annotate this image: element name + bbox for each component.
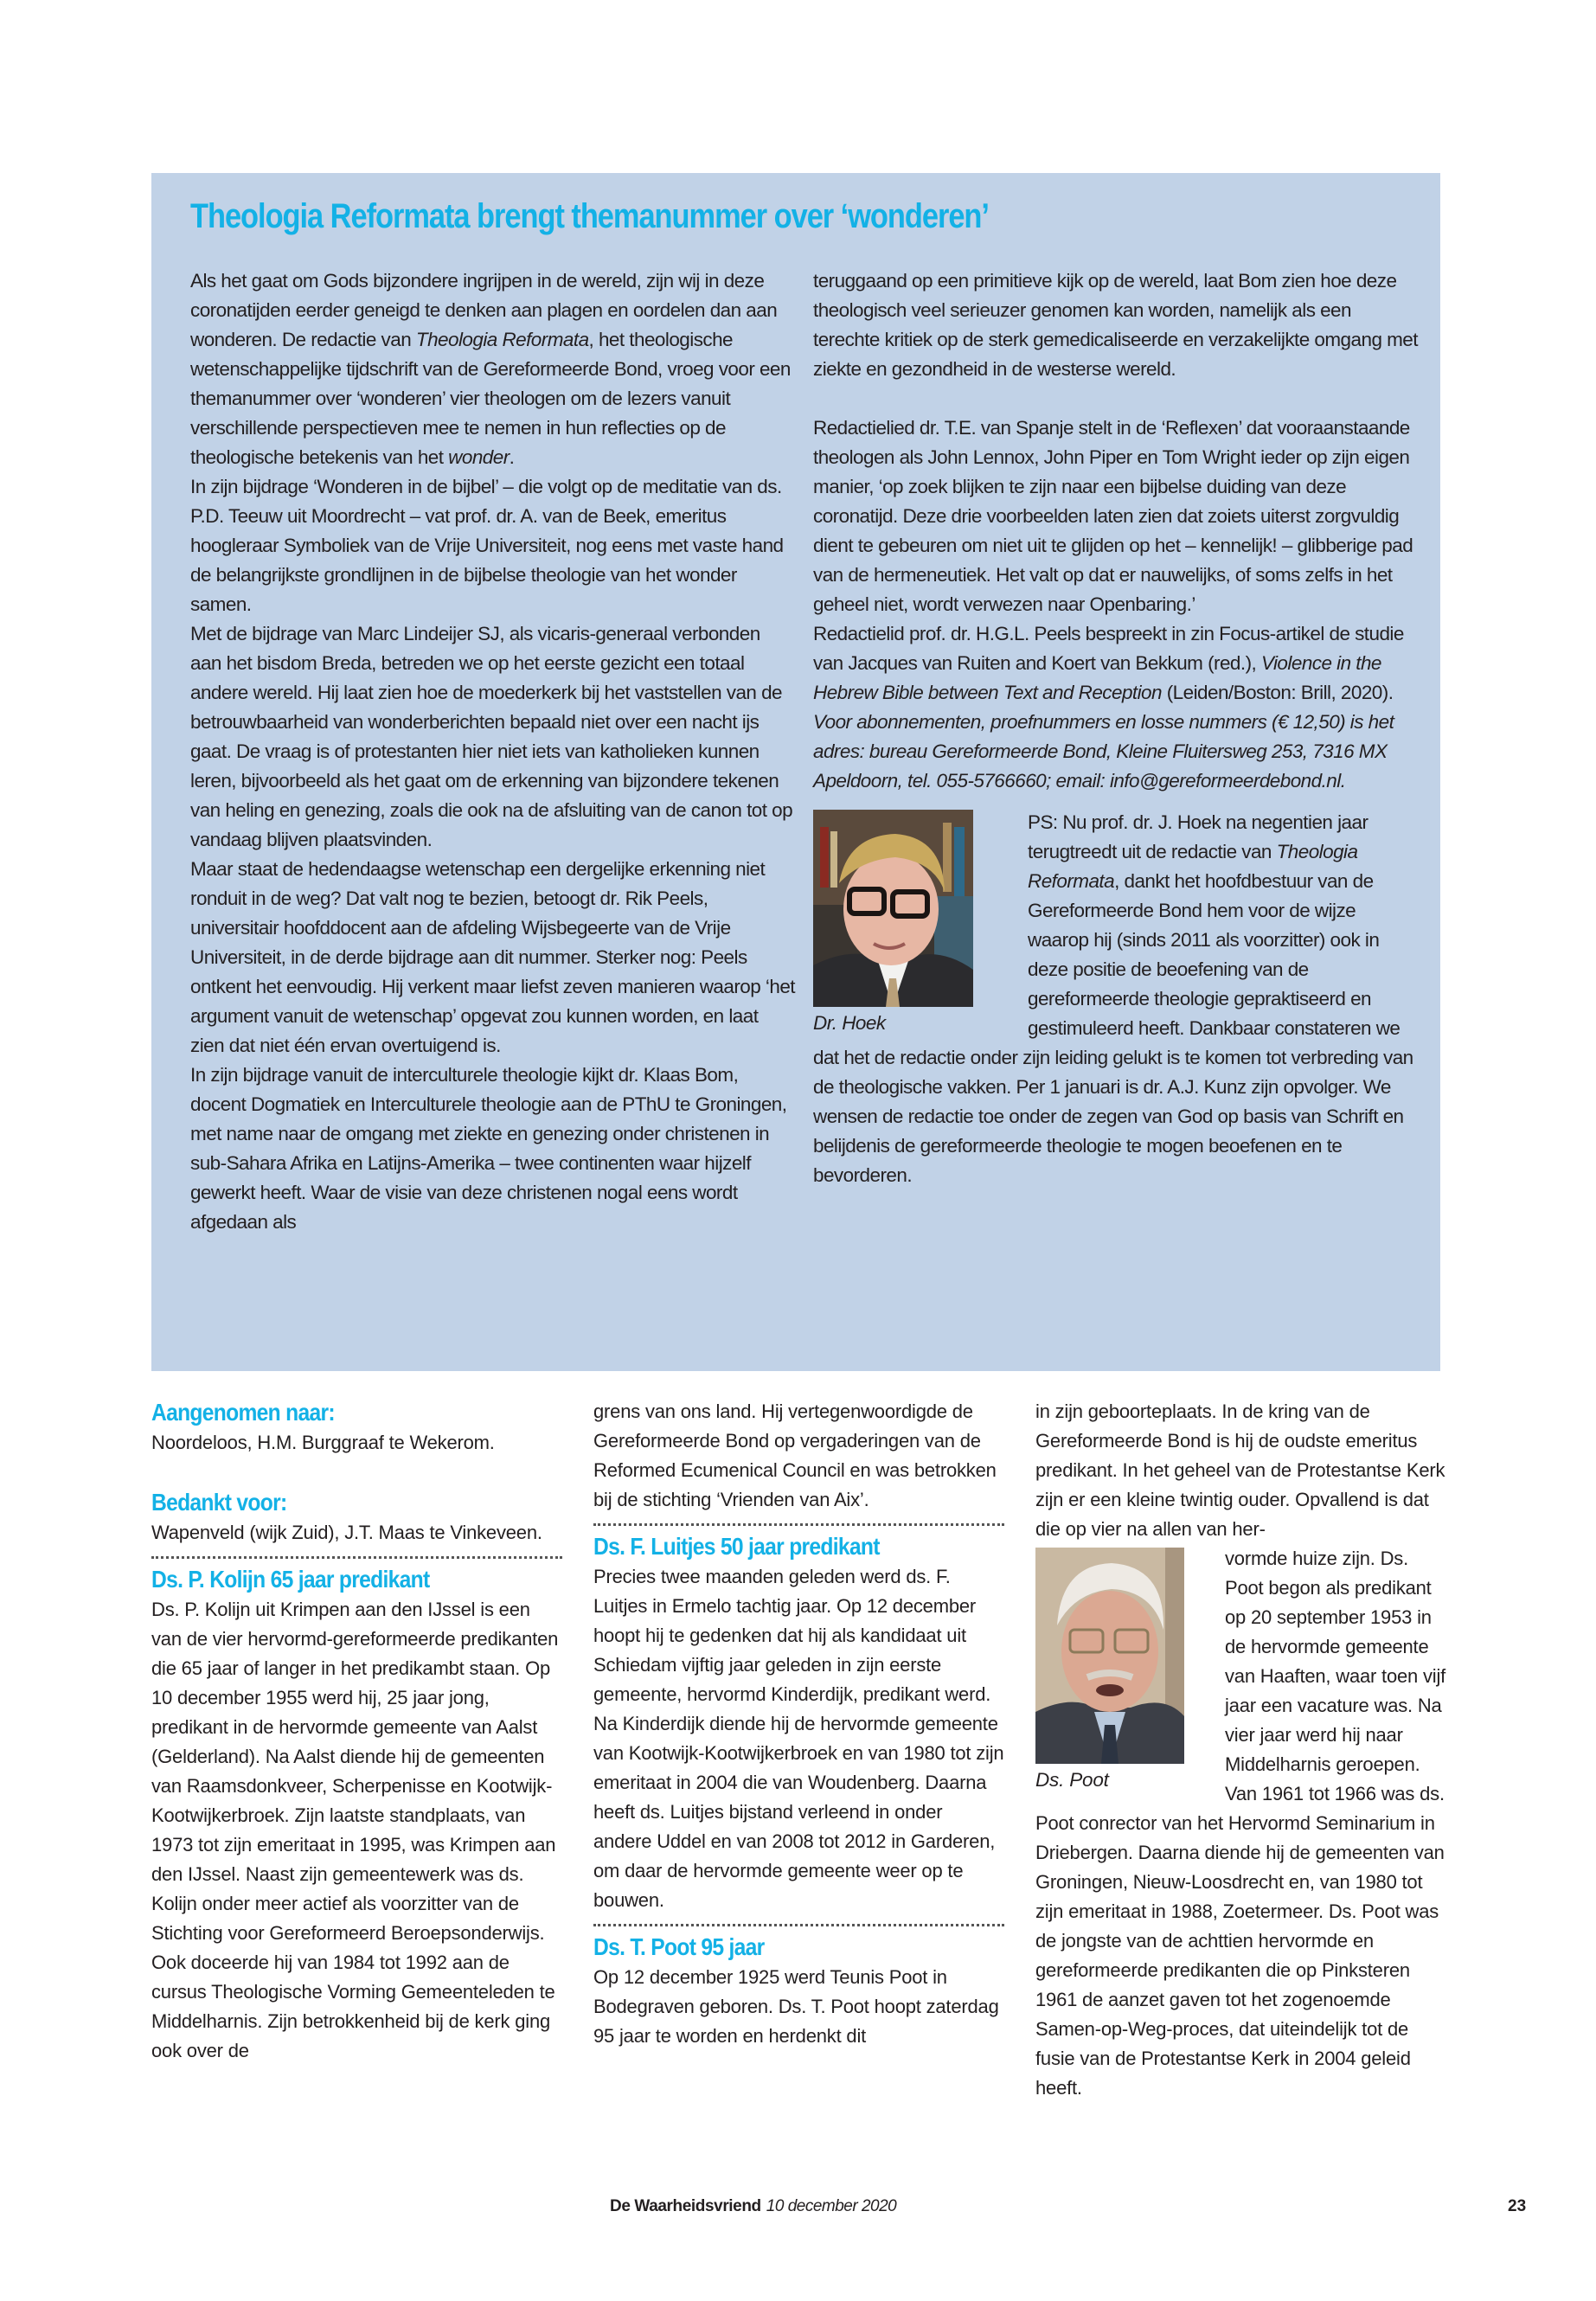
bedankt-text: Wapenveld (wijk Zuid), J.T. Maas te Vinkeveen. [151, 1522, 542, 1543]
paragraph-gap [813, 384, 1419, 413]
news-column-3 [1035, 1397, 1446, 2103]
dotted-divider [593, 1523, 1004, 1526]
poot-text-wrapped: vormde huize zijn. Ds. Poot begon als predikant op 20 september 1953 in de hervormde gemeente van Haaften, waar toen vijf jaar een vacature was. Na vier jaar werd hij naar Middelharnis geroepen. Van 1961 tot 1966 was ds. Poot conrector van het Hervormd Seminarium in Driebergen. Daarna diende hij de gemeenten van Groningen, Nieuw-Loosdrecht en, van 1980 tot zijn emeritaat in 1988, Zoetermeer. Ds. Poot was de jongste van de achttien hervormde en gereformeerde predikanten die op Pinksteren 1961 de aanzet gaven tot het zogenoemde Samen-op-Weg-proces, dat uiteindelijk tot de fusie van de Protestantse Kerk in 2004 geleid heeft. [1035, 1548, 1446, 2099]
feature-paragraph: Met de bijdrage van Marc Lindeijer SJ, als vicaris-generaal verbonden aan het bisdom Breda, betreden we op het eerste gezicht een totaal andere wereld. Hij laat zien hoe de moederkerk bij het vaststellen van de betrouwbaarheid van wonderberichten bepaald niet over een nacht ijs gaat. De vraag is of protestanten hier niet iets van katholieken kunnen leren, bijvoorbeeld als het gaat om de erkenning van bijzondere tekenen van heling en genezing, zoals die ook na de afsluiting van de canon tot op vandaag blijven plaatsvinden. [190, 623, 793, 850]
poot-heading: Ds. T. Poot 95 jaar [593, 1933, 765, 1960]
luitjes-heading: Ds. F. Luitjes 50 jaar predikant [593, 1533, 880, 1560]
feature-paragraph: Maar staat de hedendaagse wetenschap een dergelijke erkenning niet ronduit in de weg? Dat valt nog te bezien, betoogt dr. Rik Peels, universitair hoofddocent aan de afdeling Wijsbegeerte van de Vrije Universiteit, in de derde bijdrage aan dit nummer. Sterker nog: Peels ontkent het eenvoudig. Hij verkent maar liefst zeven manieren waarop ‘het argument vanuit de wetenschap’ opgevat zou kunnen worden, en laat zien dat niet één ervan overtuigend is. [190, 858, 796, 1056]
feature-paragraph: teruggaand op een primitieve kijk op de wereld, laat Bom zien hoe deze theologisch veel serieuzer genomen kan worden, namelijk als een terechte kritiek op de sterk gemedicaliseerde en verzakelijkte omgang met ziekte en gezondheid in de westerse wereld. [813, 270, 1418, 380]
dotted-divider [593, 1924, 1004, 1926]
feature-box [151, 173, 1440, 1371]
poot-text-continued: in zijn geboorteplaats. In de kring van de Gereformeerde Bond is hij de oudste emeritus predikant. In het geheel van de Protestantse Kerk zijn er een kleine twintig ouder. Opvallend is dat die op vier na allen van her- [1035, 1400, 1445, 1540]
hoek-photo-caption: Dr. Hoek [813, 1012, 886, 1034]
hoek-photo [813, 810, 973, 1007]
kolijn-heading: Ds. P. Kolijn 65 jaar predikant [151, 1566, 430, 1593]
feature-paragraph: Als het gaat om Gods bijzondere ingrijpen in de wereld, zijn wij in deze coronatijden eerder geneigd te denken aan plagen en oordelen dan aan wonderen. De redactie van Theologia Reformata, het theologische wetenschappelijke tijdschrift van de Gereformeerde Bond, vroeg voor een themanummer over ‘wonderen’ vier theologen om de lezers vanuit verschillende perspectieven mee te nemen in hun reflecties op de theologische betekenis van het wonder. [190, 270, 791, 468]
feature-paragraph: In zijn bijdrage ‘Wonderen in de bijbel’ – die volgt op de meditatie van ds. P.D. Teeuw uit Moordrecht – vat prof. dr. A. van de Beek, emeritus hoogleraar Symboliek van de Vrije Universiteit, nog eens met vaste hand de belangrijkste grondlijnen in de bijbelse theologie van het wonder samen. [190, 476, 784, 615]
feature-paragraph: In zijn bijdrage vanuit de interculturele theologie kijkt dr. Klaas Bom, docent Dogmatiek en Interculturele theologie aan de PThU te Groningen, met name naar de omgang met ziekte en genezing onder christenen in sub-Sahara Afrika en Latijns-Amerika – twee continenten waar hijzelf gewerkt heeft. Waar de visie van deze christenen nogal eens wordt afgedaan als [190, 1064, 787, 1233]
page-footer [610, 2197, 896, 2216]
poot-photo [1035, 1548, 1184, 1764]
feature-paragraph: Redactielid prof. dr. H.G.L. Peels bespreekt in zin Focus-artikel de studie van Jacques van Ruiten and Koert van Bekkum (red.), Violence in the Hebrew Bible between Text and Reception (Leiden/Boston: Brill, 2020). [813, 623, 1404, 703]
hoek-photo-figure [813, 810, 1003, 1038]
feature-title: Theologia Reformata brengt themanummer over ‘wonderen’ [190, 197, 989, 235]
bedankt-heading: Bedankt voor: [151, 1489, 287, 1516]
feature-paragraph: Redactielied dr. T.E. van Spanje stelt in de ‘Reflexen’ dat vooraanstaande theologen als John Lennox, John Piper en Tom Wright ieder op zijn eigen manier, ‘op zoek blijken te zijn naar een bijbelse duiding van deze coronatijd. Deze drie voorbeelden laten zien dat zoiets uiterst zorgvuldig dient te gebeuren om niet uit te glijden op het – kennelijk! – glibberige pad van de hermeneutiek. Het valt op dat er nauwelijks, of soms zelfs in het geheel niet, wordt verwezen naar Openbaring.’ [813, 417, 1413, 615]
news-column-2 [593, 1397, 1004, 2051]
publication-name: De Waarheidsvriend [610, 2197, 761, 2215]
ps-paragraph: PS: Nu prof. dr. J. Hoek na negentien jaar terugtreedt uit de redactie van Theologia Reformata, dankt het hoofdbestuur van de Gereformeerde Bond hem voor de wijze waarop hij (sinds 2011 als voorzitter) ook in deze positie de beoefening van de gereformeerde theologie gepraktiseerd en gestimuleerd heeft. Dankbaar constateren we dat het de redactie onder zijn leiding gelukt is te komen tot verbreding van de theologische vakken. Per 1 januari is dr. A.J. Kunz zijn opvolger. We wensen de redactie toe onder de zegen van God op basis van Schrift en belijdenis de gereformeerde theologie te mogen beoefenen en te bevorderen. [813, 811, 1413, 1186]
aangenomen-text: Noordeloos, H.M. Burggraaf te Wekerom. [151, 1432, 495, 1453]
news-column-1 [151, 1397, 562, 2066]
luitjes-text: Precies twee maanden geleden werd ds. F. Luitjes in Ermelo tachtig jaar. Op 12 december hoopt hij te gedenken dat hij als kandidaat uit Schiedam vijftig jaar geleden in zijn eerste gemeente, hervormd Kinderdijk, predikant werd. Na Kinderdijk diende hij de hervormde gemeente van Kootwijk-Kootwijkerbroek en van 1980 tot zijn emeritaat in 2004 die van Woudenberg. Daarna heeft ds. Luitjes bijstand verleend in onder andere Uddel en van 2008 tot 2012 in Garderen, om daar de hervormde gemeente weer op te bouwen. [593, 1566, 1004, 1911]
poot-photo-figure [1035, 1548, 1213, 1795]
feature-left-column [190, 266, 796, 1237]
subscription-info: Voor abonnementen, proefnummers en losse nummers (€ 12,50) is het adres: bureau Gereformeerde Bond, Kleine Fluitersweg 253, 7316 MX Apeldoorn, tel. 055-5766660; email: info@gereformeerdebond.nl. [813, 711, 1394, 792]
page-number: 23 [1508, 2197, 1527, 2215]
publication-date: 10 december 2020 [766, 2197, 897, 2215]
kolijn-text: Ds. P. Kolijn uit Krimpen aan den IJssel is een van de vier hervormd-gereformeerde predikanten die 65 jaar of langer in het predikambt staan. Op 10 december 1955 werd hij, 25 jaar jong, predikant in de hervormde gemeente van Aalst (Gelderland). Na Aalst diende hij de gemeenten van Raamsdonkveer, Scherpenisse en Kootwijk-Kootwijkerbroek. Zijn laatste standplaats, van 1973 tot zijn emeritaat in 1995, was Krimpen aan den IJssel. Naast zijn gemeentewerk was ds. Kolijn onder meer actief als voorzitter van de Stichting voor Gereformeerd Beroepsonderwijs. Ook doceerde hij van 1984 tot 1992 aan de cursus Theologische Vorming Gemeenteleden te Middelharnis. Zijn betrokkenheid bij de kerk ging ook over de [151, 1599, 559, 2061]
aangenomen-heading: Aangenomen naar: [151, 1399, 335, 1426]
poot-photo-caption: Ds. Poot [1035, 1769, 1109, 1791]
kolijn-text-continued: grens van ons land. Hij vertegenwoordigde de Gereformeerde Bond op vergaderingen van de Reformed Ecumenical Council en was betrokken bij de stichting ‘Vrienden van Aix’. [593, 1400, 997, 1510]
dotted-divider [151, 1556, 562, 1559]
feature-right-column [813, 266, 1419, 1190]
poot-text: Op 12 december 1925 werd Teunis Poot in Bodegraven geboren. Ds. T. Poot hoopt zaterdag 95 jaar te worden en herdenkt dit [593, 1966, 999, 2047]
